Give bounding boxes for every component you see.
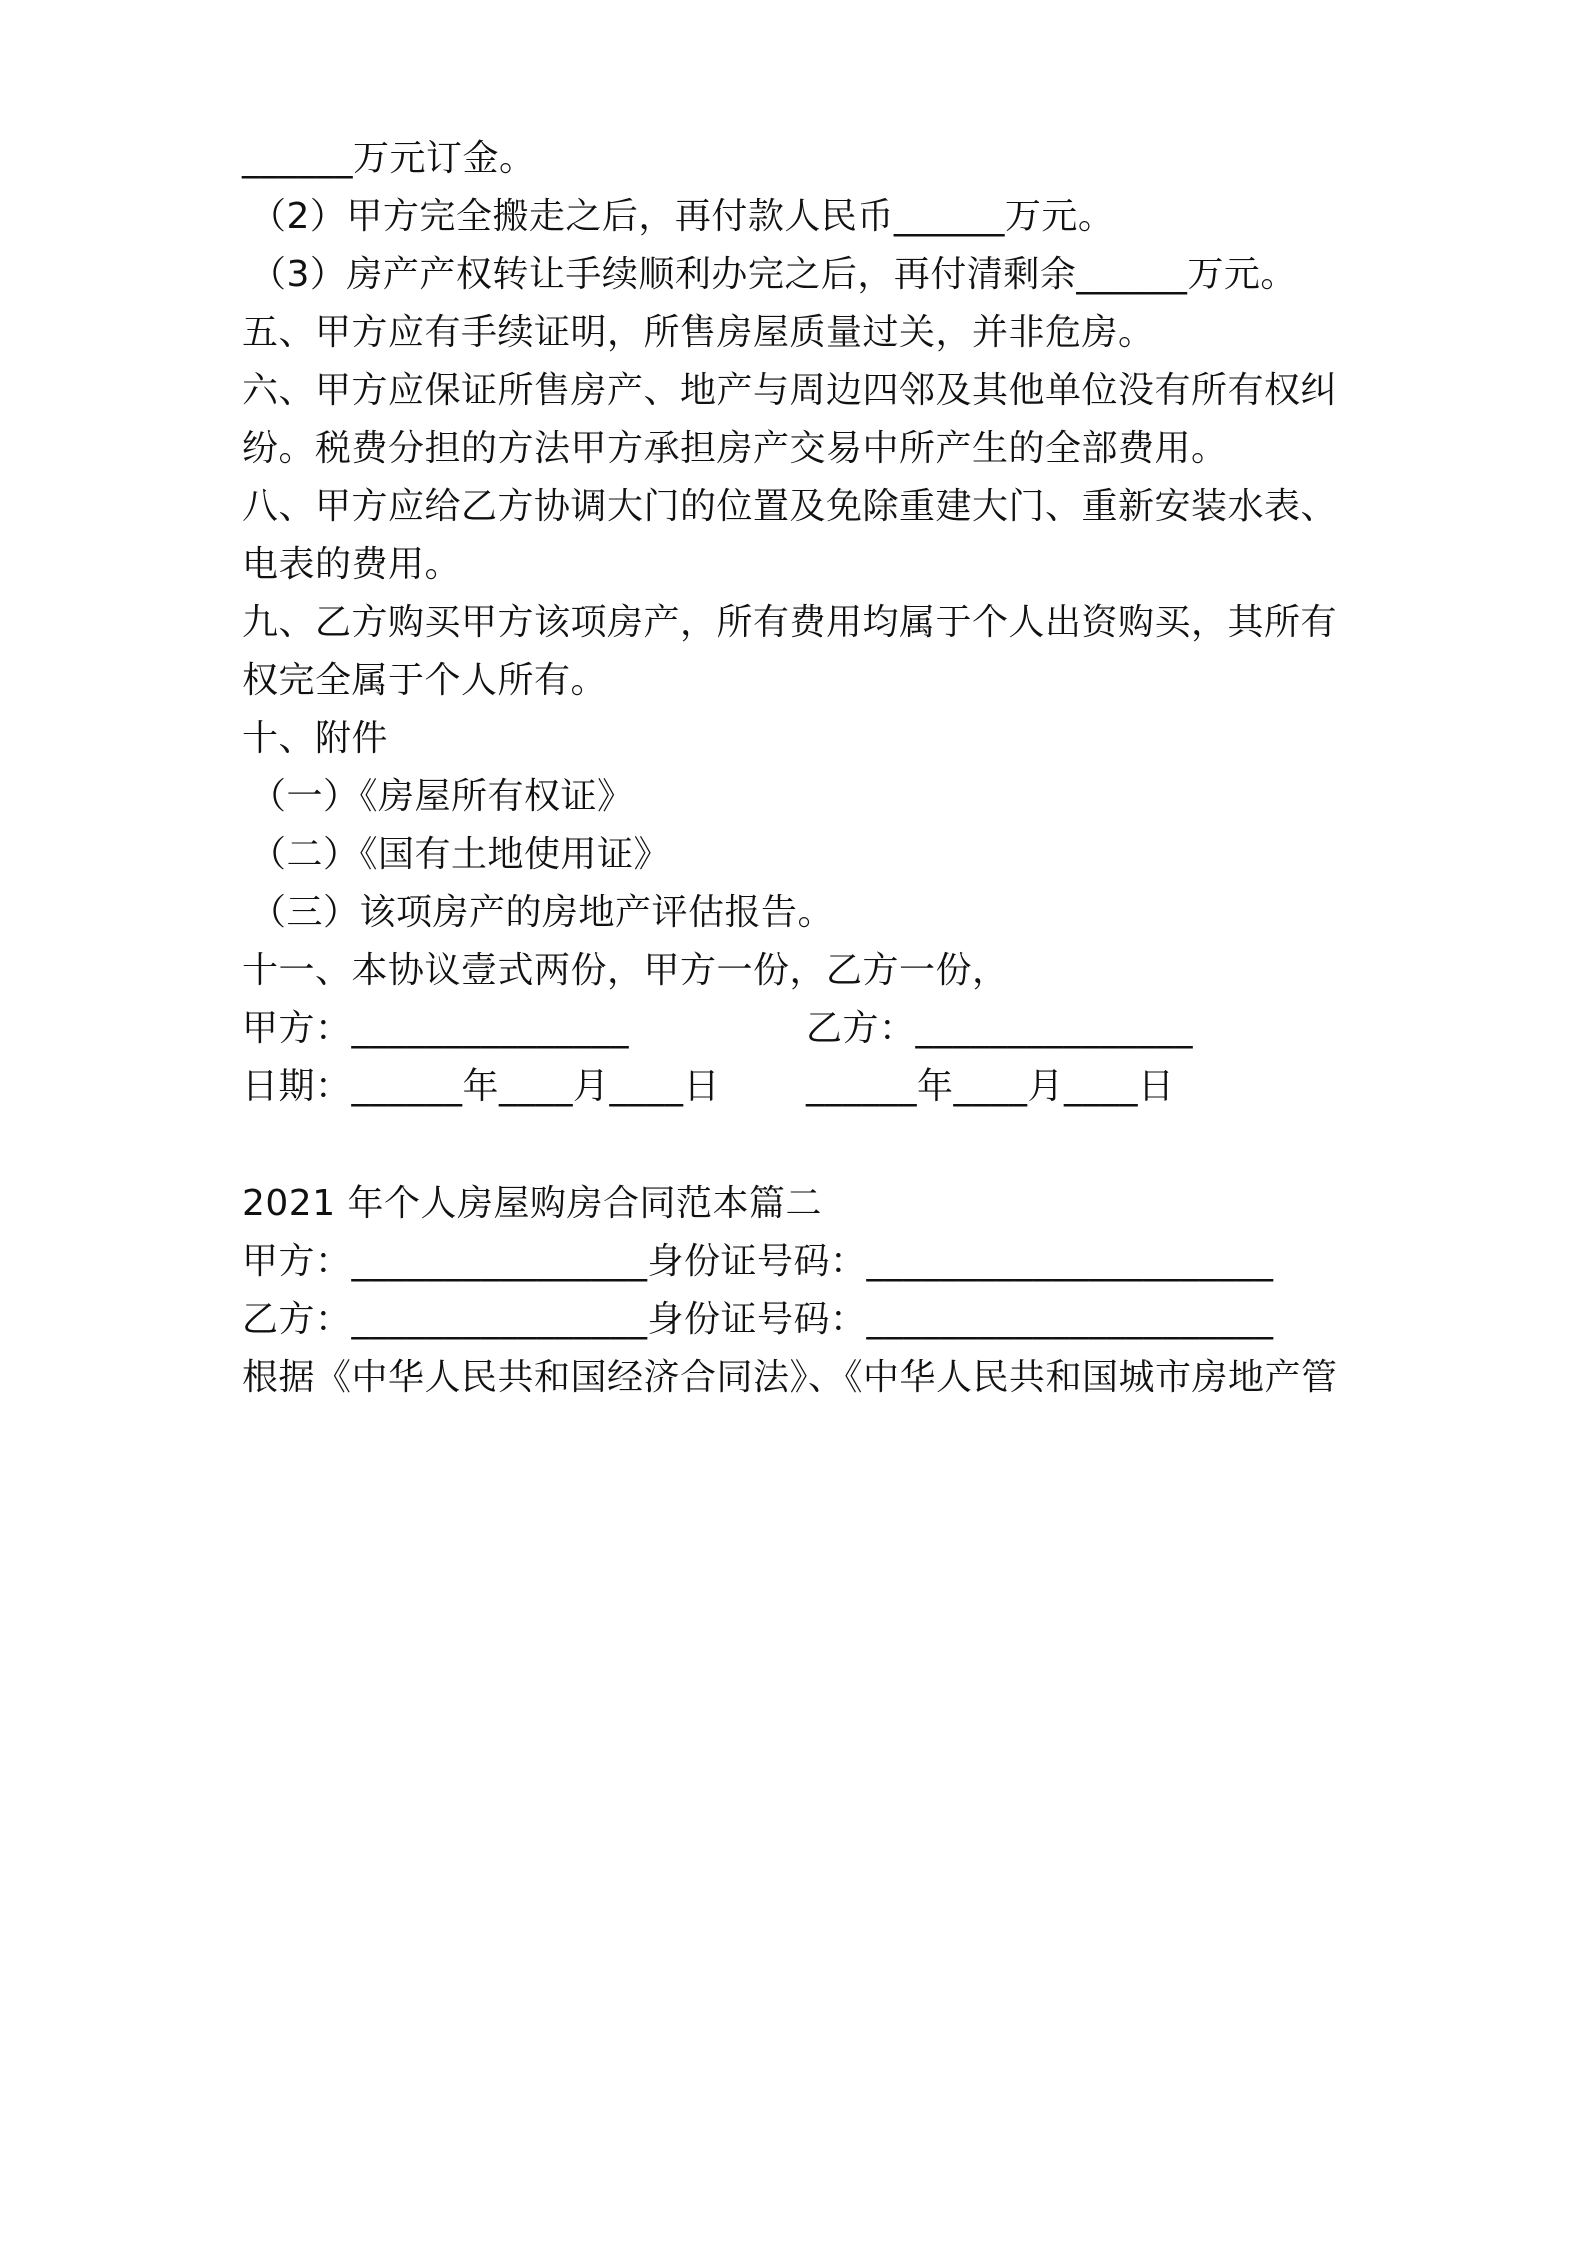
date-row (242, 1065, 1342, 1109)
section-two-party-a-id: 甲方：________________身份证号码：______________________ (242, 1241, 1274, 1282)
party-a-signature: 甲方：_______________ (242, 1008, 630, 1049)
party-a-date: 日期：______年____月____日 (242, 1066, 721, 1107)
clause-ten-heading: 十、附件 (242, 718, 389, 759)
clause-nine-line-1: 九、乙方购买甲方该项房产，所有费用均属于个人出资购买，其所有 (242, 602, 1338, 643)
attachment-one: （一）《房屋所有权证》 (250, 776, 634, 817)
section-two-party-b-id: 乙方：________________身份证号码：______________________ (242, 1299, 1274, 1340)
party-b-signature: 乙方：_______________ (806, 1008, 1194, 1049)
deposit-line: ______万元订金。 (242, 138, 536, 179)
clause-five: 五、甲方应有手续证明，所售房屋质量过关，并非危房。 (242, 312, 1155, 353)
payment-clause-2: （2）甲方完全搬走之后，再付款人民币______万元。 (250, 196, 1115, 237)
section-two-title: 2021 年个人房屋购房合同范本篇二 (242, 1183, 823, 1224)
clause-nine-line-2: 权完全属于个人所有。 (242, 660, 608, 701)
clause-six-line-2: 纷。税费分担的方法甲方承担房产交易中所产生的全部费用。 (242, 428, 1228, 469)
attachment-three: （三）该项房产的房地产评估报告。 (250, 892, 835, 933)
section-two-basis: 根据《中华人民共和国经济合同法》、《中华人民共和国城市房地产管 (242, 1357, 1338, 1398)
payment-clause-3: （3）房产产权转让手续顺利办完之后，再付清剩余______万元。 (250, 254, 1297, 295)
clause-eight-line-1: 八、甲方应给乙方协调大门的位置及免除重建大门、重新安装水表、 (242, 486, 1338, 527)
signature-row (242, 1007, 1342, 1051)
clause-eleven: 十一、本协议壹式两份，甲方一份，乙方一份， (242, 950, 1009, 991)
party-b-date: ______年____月____日 (806, 1066, 1175, 1107)
clause-eight-line-2: 电表的费用。 (242, 544, 462, 585)
clause-six-line-1: 六、甲方应保证所售房产、地产与周边四邻及其他单位没有所有权纠 (242, 370, 1338, 411)
attachment-two: （二）《国有土地使用证》 (250, 834, 671, 875)
